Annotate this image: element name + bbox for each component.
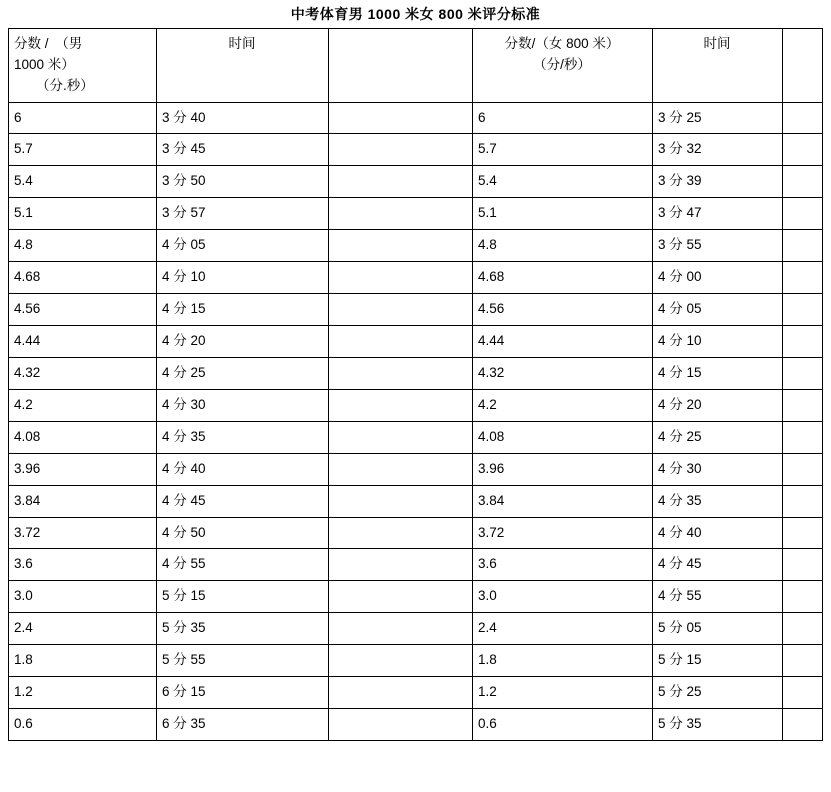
cell-male-time: 4 分 55 [157, 549, 329, 581]
cell-male-time: 4 分 30 [157, 389, 329, 421]
cell-blank-1 [329, 581, 473, 613]
cell-blank-1 [329, 709, 473, 741]
table-row [9, 230, 823, 262]
cell-male-time: 3 分 40 [157, 102, 329, 134]
cell-female-score: 4.56 [473, 294, 653, 326]
cell-female-score: 3.0 [473, 581, 653, 613]
cell-female-time: 3 分 25 [653, 102, 783, 134]
column-header-spacer-1 [329, 28, 473, 102]
table-row [9, 102, 823, 134]
cell-blank-2 [783, 134, 823, 166]
cell-male-time: 6 分 35 [157, 709, 329, 741]
cell-female-score: 5.4 [473, 166, 653, 198]
cell-female-score: 6 [473, 102, 653, 134]
cell-female-time: 4 分 20 [653, 389, 783, 421]
table-row [9, 677, 823, 709]
table-row [9, 357, 823, 389]
cell-female-time: 4 分 05 [653, 294, 783, 326]
cell-female-time: 4 分 30 [653, 453, 783, 485]
table-row [9, 485, 823, 517]
column-header-spacer-2 [783, 28, 823, 102]
table-row [9, 389, 823, 421]
cell-blank-2 [783, 453, 823, 485]
cell-female-score: 3.84 [473, 485, 653, 517]
cell-blank-2 [783, 230, 823, 262]
cell-male-time: 6 分 15 [157, 677, 329, 709]
cell-male-score: 5.7 [9, 134, 157, 166]
cell-female-score: 1.2 [473, 677, 653, 709]
cell-female-time: 4 分 10 [653, 326, 783, 358]
male-score-header-line-1: 分数 / （男 [14, 35, 83, 51]
table-row [9, 613, 823, 645]
cell-blank-1 [329, 102, 473, 134]
cell-male-score: 4.08 [9, 421, 157, 453]
cell-male-score: 2.4 [9, 613, 157, 645]
male-score-header-line-2: 1000 米） [14, 56, 75, 72]
cell-male-score: 3.6 [9, 549, 157, 581]
cell-blank-2 [783, 389, 823, 421]
cell-male-score: 1.8 [9, 645, 157, 677]
table-header [9, 28, 823, 102]
cell-blank-2 [783, 549, 823, 581]
cell-blank-1 [329, 645, 473, 677]
cell-blank-1 [329, 613, 473, 645]
cell-blank-1 [329, 549, 473, 581]
cell-male-time: 4 分 05 [157, 230, 329, 262]
cell-female-time: 4 分 35 [653, 485, 783, 517]
cell-blank-2 [783, 709, 823, 741]
cell-male-score: 3.0 [9, 581, 157, 613]
column-header-female-score [473, 28, 653, 102]
cell-female-score: 1.8 [473, 645, 653, 677]
cell-male-time: 4 分 20 [157, 326, 329, 358]
cell-male-score: 3.96 [9, 453, 157, 485]
cell-male-score: 4.32 [9, 357, 157, 389]
cell-male-score: 4.44 [9, 326, 157, 358]
cell-female-score: 4.08 [473, 421, 653, 453]
cell-blank-1 [329, 262, 473, 294]
female-time-header-label: 时间 [703, 35, 731, 51]
cell-female-score: 5.1 [473, 198, 653, 230]
score-standard-table [8, 28, 823, 741]
cell-blank-2 [783, 294, 823, 326]
cell-blank-2 [783, 262, 823, 294]
cell-female-time: 3 分 39 [653, 166, 783, 198]
cell-female-time: 4 分 25 [653, 421, 783, 453]
cell-female-score: 3.72 [473, 517, 653, 549]
male-time-header-label: 时间 [228, 35, 256, 51]
table-row [9, 453, 823, 485]
male-score-header-line-3: （分.秒） [36, 77, 94, 93]
cell-male-time: 3 分 45 [157, 134, 329, 166]
cell-male-time: 4 分 25 [157, 357, 329, 389]
cell-male-score: 3.72 [9, 517, 157, 549]
cell-male-score: 3.84 [9, 485, 157, 517]
cell-blank-1 [329, 485, 473, 517]
cell-female-score: 4.32 [473, 357, 653, 389]
cell-male-time: 3 分 57 [157, 198, 329, 230]
cell-male-time: 4 分 15 [157, 294, 329, 326]
cell-female-score: 0.6 [473, 709, 653, 741]
cell-female-score: 4.44 [473, 326, 653, 358]
cell-blank-2 [783, 357, 823, 389]
cell-blank-1 [329, 517, 473, 549]
table-row [9, 166, 823, 198]
cell-blank-1 [329, 326, 473, 358]
table-row [9, 198, 823, 230]
table-header-row [9, 28, 823, 102]
cell-male-score: 0.6 [9, 709, 157, 741]
cell-male-score: 6 [9, 102, 157, 134]
cell-blank-1 [329, 198, 473, 230]
cell-blank-1 [329, 230, 473, 262]
column-header-female-time [653, 28, 783, 102]
cell-male-time: 4 分 35 [157, 421, 329, 453]
cell-blank-2 [783, 485, 823, 517]
cell-female-score: 3.96 [473, 453, 653, 485]
cell-female-score: 4.2 [473, 389, 653, 421]
cell-male-time: 4 分 45 [157, 485, 329, 517]
table-row [9, 294, 823, 326]
cell-female-time: 3 分 32 [653, 134, 783, 166]
cell-male-score: 4.68 [9, 262, 157, 294]
cell-blank-1 [329, 166, 473, 198]
table-body [9, 102, 823, 740]
cell-female-time: 5 分 15 [653, 645, 783, 677]
female-score-header-line-1: 分数/（女 800 米） [504, 35, 620, 51]
cell-female-time: 4 分 55 [653, 581, 783, 613]
cell-blank-1 [329, 453, 473, 485]
cell-male-score: 4.56 [9, 294, 157, 326]
cell-female-score: 2.4 [473, 613, 653, 645]
cell-blank-1 [329, 389, 473, 421]
cell-blank-2 [783, 517, 823, 549]
cell-female-score: 3.6 [473, 549, 653, 581]
cell-male-score: 4.2 [9, 389, 157, 421]
cell-male-time: 3 分 50 [157, 166, 329, 198]
cell-blank-2 [783, 421, 823, 453]
cell-female-time: 5 分 05 [653, 613, 783, 645]
cell-blank-2 [783, 581, 823, 613]
cell-blank-1 [329, 677, 473, 709]
cell-male-score: 5.1 [9, 198, 157, 230]
page-title: 中考体育男 1000 米女 800 米评分标准 [290, 6, 541, 22]
table-row [9, 549, 823, 581]
cell-male-time: 4 分 50 [157, 517, 329, 549]
cell-female-score: 4.8 [473, 230, 653, 262]
table-row [9, 517, 823, 549]
cell-female-time: 3 分 55 [653, 230, 783, 262]
cell-female-score: 5.7 [473, 134, 653, 166]
cell-female-time: 4 分 45 [653, 549, 783, 581]
table-row [9, 709, 823, 741]
table-row [9, 326, 823, 358]
table-row [9, 262, 823, 294]
table-row [9, 421, 823, 453]
column-header-male-time [157, 28, 329, 102]
cell-male-time: 4 分 40 [157, 453, 329, 485]
cell-blank-2 [783, 198, 823, 230]
cell-male-time: 5 分 55 [157, 645, 329, 677]
cell-female-time: 5 分 25 [653, 677, 783, 709]
cell-blank-2 [783, 326, 823, 358]
cell-blank-1 [329, 357, 473, 389]
cell-female-time: 4 分 15 [653, 357, 783, 389]
female-score-header-line-2: （分/秒） [533, 56, 591, 72]
cell-male-time: 4 分 10 [157, 262, 329, 294]
cell-blank-2 [783, 102, 823, 134]
cell-male-time: 5 分 35 [157, 613, 329, 645]
cell-male-score: 4.8 [9, 230, 157, 262]
cell-blank-1 [329, 294, 473, 326]
cell-male-time: 5 分 15 [157, 581, 329, 613]
cell-blank-2 [783, 613, 823, 645]
cell-blank-1 [329, 421, 473, 453]
cell-male-score: 5.4 [9, 166, 157, 198]
cell-female-time: 3 分 47 [653, 198, 783, 230]
cell-female-score: 4.68 [473, 262, 653, 294]
cell-blank-2 [783, 645, 823, 677]
cell-male-score: 1.2 [9, 677, 157, 709]
table-row [9, 134, 823, 166]
table-row [9, 645, 823, 677]
cell-female-time: 4 分 40 [653, 517, 783, 549]
table-row [9, 581, 823, 613]
cell-female-time: 5 分 35 [653, 709, 783, 741]
cell-female-time: 4 分 00 [653, 262, 783, 294]
cell-blank-2 [783, 166, 823, 198]
cell-blank-1 [329, 134, 473, 166]
cell-blank-2 [783, 677, 823, 709]
column-header-male-score [9, 28, 157, 102]
